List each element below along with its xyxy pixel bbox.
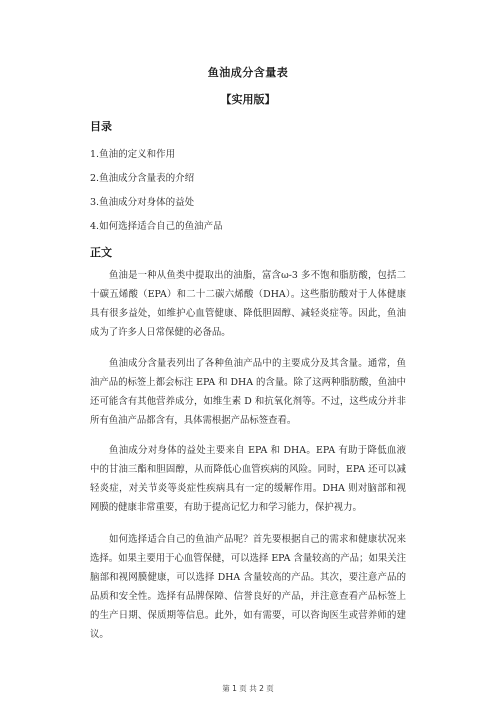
document-title: 鱼油成分含量表 <box>207 66 289 79</box>
document-subtitle: 【实用版】 <box>220 93 276 106</box>
paragraph-3: 鱼油成分对身体的益处主要来自 EPA 和 DHA。EPA 有助于降低血液中的甘油三酯和胆固醇，从而降低心血管疾病的风险。同时，EPA 还可以减轻炎症，对关节炎等炎症性疾病具有一定的缓解作用。DHA 则对脑部和视网膜的健康非常重要，有助于提高记忆力和学习能力，保护视力。 <box>90 445 406 513</box>
toc-item-1: 1.鱼油的定义和作用 <box>90 149 176 160</box>
toc-item-4: 4.如何选择适合自己的鱼油产品 <box>90 221 223 232</box>
toc-heading: 目录 <box>90 120 112 133</box>
paragraph-2: 鱼油成分含量表列出了各种鱼油产品中的主要成分及其含量。通常，鱼油产品的标签上都会标注 EPA 和 DHA 的含量。除了这两种脂肪酸，鱼油中还可能含有其他营养成分，如维生素 D 和抗氧化剂等。不过，这些成分并非所有鱼油产品都含有，具体需根据产品标签查看。 <box>90 358 406 426</box>
toc-item-3: 3.鱼油成分对身体的益处 <box>90 197 195 208</box>
paragraph-4: 如何选择适合自己的鱼油产品呢？首先要根据自己的需求和健康状况来选择。如果主要用于心血管保健，可以选择 EPA 含量较高的产品；如果关注脑部和视网膜健康，可以选择 DHA 含量较高的产品。其次，要注意产品的品质和安全性。选择有品牌保障、信誉良好的产品，并注意查看产品标签上的生产日期、保质期等信息。此外，如有需要，可以咨询医生或营养师的建议。 <box>90 534 406 640</box>
page-footer: 第 1 页 共 2 页 <box>222 684 274 693</box>
body-heading: 正文 <box>90 246 112 259</box>
toc-item-2: 2.鱼油成分含量表的介绍 <box>90 173 195 184</box>
paragraph-1: 鱼油是一种从鱼类中提取出的油脂，富含ω-3 多不饱和脂肪酸，包括二十碳五烯酸（EPA）和二十二碳六烯酸（DHA）。这些脂肪酸对于人体健康具有很多益处，如维护心血管健康、降低胆固醇、减轻炎症等。因此，鱼油成为了许多人日常保健的必备品。 <box>90 270 406 338</box>
